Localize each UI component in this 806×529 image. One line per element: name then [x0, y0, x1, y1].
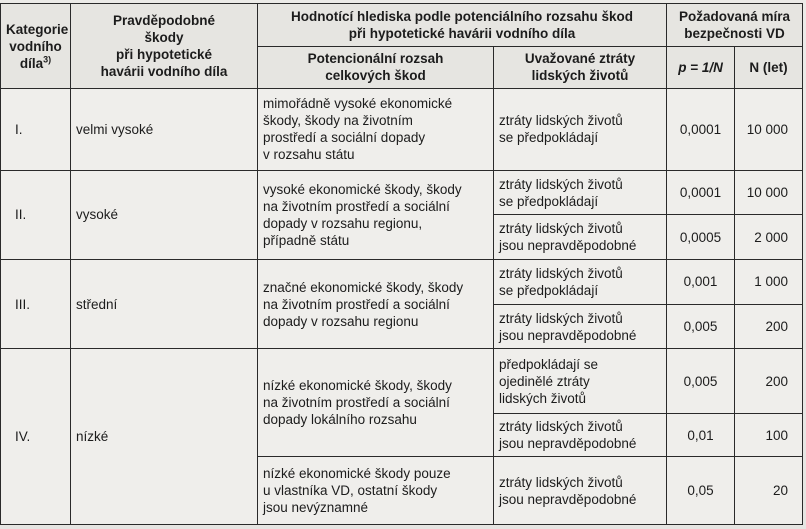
n-cell: 20	[735, 457, 803, 525]
losses-line: ztráty lidských životů	[499, 474, 623, 490]
header-hodnotici	[258, 4, 667, 47]
scope-line: dopady lokálního rozsahu	[263, 412, 417, 428]
header-text: Hodnotící hlediska podle potenciálního rozsahu škod	[290, 8, 634, 24]
n-cell: 10 000	[735, 170, 803, 215]
n-cell: 200	[735, 304, 803, 349]
category-cell: IV.	[1, 349, 71, 525]
footnote-ref: 3)	[43, 54, 52, 64]
losses-line: ztráty lidských životů	[499, 176, 623, 192]
losses-line: ztráty lidských životů	[499, 113, 623, 129]
p-cell: 0,001	[667, 260, 735, 305]
scope-line: dopady v rozsahu regionu,	[263, 215, 423, 231]
scope-line: škody, škody na životním	[263, 113, 413, 129]
scope-cell	[258, 260, 494, 349]
n-cell: 10 000	[735, 89, 803, 171]
scope-line: u vlastníka VD, ostatní škody	[263, 483, 438, 499]
losses-line: ztráty lidských životů	[499, 221, 623, 237]
header-bezpecnost	[667, 4, 803, 47]
scope-cell	[258, 170, 494, 259]
header-text: havárii vodního díla	[100, 64, 228, 79]
n-cell: 2 000	[735, 215, 803, 260]
scope-cell	[258, 89, 494, 171]
scope-line: v rozsahu státu	[263, 147, 355, 163]
losses-line: se předpokládají	[499, 282, 599, 298]
losses-line: se předpokládají	[499, 130, 599, 146]
damage-cell: vysoké	[71, 170, 258, 259]
scope-line: mimořádně vysoké ekonomické	[263, 96, 453, 112]
header-text: bezpečnosti VD	[684, 25, 785, 41]
losses-line: ztráty lidských životů	[499, 310, 623, 326]
header-kategorie	[1, 4, 71, 89]
scope-line: na životním prostředí a sociální	[263, 198, 450, 214]
table-row	[1, 349, 803, 413]
losses-cell	[494, 304, 667, 349]
header-text	[6, 55, 65, 72]
losses-line: jsou nepravděpodobné	[499, 436, 637, 452]
header-text: škody	[144, 30, 184, 45]
scope-cell	[258, 349, 494, 457]
scope-line: vysoké ekonomické škody, škody	[263, 181, 462, 197]
scope-line: nízké ekonomické škody, škody	[263, 378, 452, 394]
losses-line: jsou nepravděpodobné	[499, 238, 637, 254]
losses-line: ojedinělé ztráty	[499, 373, 590, 389]
table-row	[1, 170, 803, 215]
n-cell: 100	[735, 413, 803, 457]
damage-cell: střední	[71, 260, 258, 349]
scope-line: na životním prostředí a sociální	[263, 296, 450, 312]
losses-cell	[494, 170, 667, 215]
losses-line: jsou nepravděpodobné	[499, 327, 637, 343]
scope-line: na životním prostředí a sociální	[263, 395, 450, 411]
p-cell: 0,0005	[667, 215, 735, 260]
losses-cell	[494, 260, 667, 305]
header-row-1	[1, 4, 803, 47]
losses-line: lidských životů	[499, 390, 587, 406]
header-text: lidských životů	[531, 68, 629, 84]
p-cell: 0,0001	[667, 170, 735, 215]
scope-line: případně státu	[263, 232, 350, 248]
header-text: při hypotetické	[115, 47, 213, 62]
losses-line: jsou nepravděpodobné	[499, 491, 637, 507]
p-cell: 0,0001	[667, 89, 735, 171]
p-cell: 0,01	[667, 413, 735, 457]
header-text: Kategorie	[6, 21, 69, 37]
losses-line: předpokládají se	[499, 356, 599, 372]
n-cell: 1 000	[735, 260, 803, 305]
header-text: vodního	[9, 38, 62, 54]
header-text: Pravděpodobné	[112, 13, 215, 28]
header-skody	[71, 4, 258, 89]
header-text: celkových škod	[325, 68, 426, 84]
losses-cell	[494, 89, 667, 171]
p-cell: 0,005	[667, 304, 735, 349]
losses-line: ztráty lidských životů	[499, 265, 623, 281]
losses-cell	[494, 457, 667, 525]
category-cell: I.	[1, 89, 71, 171]
header-text: Potencionální rozsah	[307, 51, 444, 67]
safety-categories-table	[0, 3, 803, 525]
n-cell: 200	[735, 349, 803, 413]
header-ztraty	[494, 46, 667, 89]
scope-line: nízké ekonomické škody pouze	[263, 466, 451, 482]
category-cell: III.	[1, 260, 71, 349]
scope-line: dopady v rozsahu regionu	[263, 313, 419, 329]
scope-line: značné ekonomické škody, škody	[263, 279, 464, 295]
losses-line: se předpokládají	[499, 193, 599, 209]
damage-cell: velmi vysoké	[71, 89, 258, 171]
header-text: při hypotetické havárii vodního díla	[348, 25, 576, 41]
header-n: N (let)	[735, 46, 803, 89]
header-rozsah	[258, 46, 494, 89]
header-text: Uvažované ztráty	[524, 51, 636, 67]
losses-cell	[494, 413, 667, 457]
table-row	[1, 260, 803, 305]
losses-cell	[494, 215, 667, 260]
damage-cell: nízké	[71, 349, 258, 525]
losses-line: ztráty lidských životů	[499, 419, 623, 435]
scope-cell	[258, 457, 494, 525]
header-text: Požadovaná míra	[679, 8, 791, 24]
scope-line: jsou nevýznamné	[263, 500, 369, 516]
scope-line: prostředí a sociální dopady	[263, 130, 426, 146]
category-cell: II.	[1, 170, 71, 259]
table-row	[1, 89, 803, 171]
losses-cell	[494, 349, 667, 413]
p-cell: 0,005	[667, 349, 735, 413]
header-text: díla	[19, 55, 44, 71]
header-p: p = 1/N	[667, 46, 735, 89]
p-cell: 0,05	[667, 457, 735, 525]
